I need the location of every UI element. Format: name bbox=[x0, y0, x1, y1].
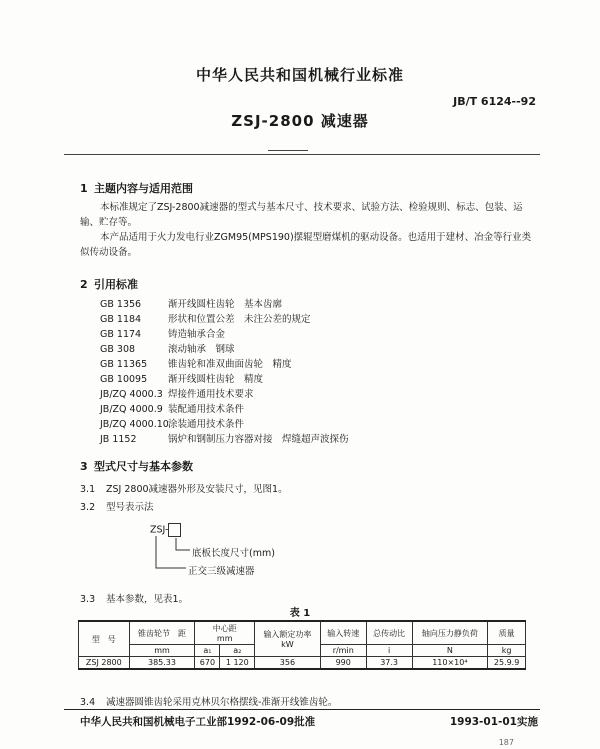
reference-code: JB/ZQ 4000.9 bbox=[100, 404, 163, 415]
reference-name: 锅炉和钢制压力容器对接 焊缝超声波探伤 bbox=[168, 434, 349, 445]
standard-number: JB/T 6124--92 bbox=[453, 95, 536, 108]
reference-code: GB 308 bbox=[100, 344, 136, 355]
header-divider bbox=[64, 154, 540, 155]
clause-3-2 bbox=[80, 499, 154, 513]
reference-name: 形状和位置公差 未注公差的规定 bbox=[168, 314, 311, 325]
cell-a2: 1 120 bbox=[220, 657, 255, 670]
cell-load: 110×10⁴ bbox=[412, 657, 488, 670]
reference-name: 渐开线圆柱齿轮 精度 bbox=[168, 374, 264, 385]
parameter-table bbox=[78, 620, 526, 670]
section-3-heading bbox=[80, 458, 193, 474]
reference-code: JB/ZQ 4000.10 bbox=[100, 419, 169, 430]
reference-code: GB 1184 bbox=[100, 314, 142, 325]
section-number: 1 bbox=[80, 182, 88, 195]
clause-number: 3.2 bbox=[80, 502, 96, 513]
section-title: 型式尺寸与基本参数 bbox=[94, 460, 193, 473]
header-ratio: 总传动比 bbox=[366, 621, 412, 645]
cell-ratio: 37.3 bbox=[366, 657, 412, 670]
reference-name: 滚动轴承 钢球 bbox=[168, 344, 235, 355]
section-title: 主题内容与适用范围 bbox=[94, 182, 193, 195]
reference-code: GB 1174 bbox=[100, 329, 142, 340]
clause-text: 型号表示法 bbox=[106, 502, 154, 513]
reference-item bbox=[100, 387, 349, 402]
approval-text: 中华人民共和国机械电子工业部1992-06-09批准 bbox=[80, 716, 316, 728]
clause-3-3 bbox=[80, 591, 188, 605]
reference-code: JB 1152 bbox=[100, 434, 137, 445]
header-mass: 质量 bbox=[488, 621, 526, 645]
clause-number: 3.4 bbox=[80, 697, 96, 708]
section-number: 3 bbox=[80, 460, 88, 473]
title-underline bbox=[268, 150, 308, 151]
effective-date: 1993-01-01实施 bbox=[449, 716, 538, 728]
table-caption: 表 1 bbox=[289, 608, 311, 619]
header-power-unit: kW bbox=[281, 640, 294, 649]
model-prefix: ZSJ- bbox=[150, 524, 169, 536]
header-speed: 输入转速 bbox=[320, 621, 366, 645]
header-a1: a₁ bbox=[195, 645, 220, 657]
reference-code: GB 11365 bbox=[100, 359, 148, 370]
reference-item bbox=[100, 357, 349, 372]
section-2-heading bbox=[80, 276, 138, 292]
section-1-heading bbox=[80, 180, 193, 196]
reference-item bbox=[100, 417, 349, 432]
section-number: 2 bbox=[80, 278, 88, 291]
unit-speed: r/min bbox=[320, 645, 366, 657]
reference-item bbox=[100, 402, 349, 417]
reference-item bbox=[100, 432, 349, 447]
unit-mass: kg bbox=[488, 645, 526, 657]
unit-load: N bbox=[412, 645, 488, 657]
cell-model: ZSJ 2800 bbox=[79, 657, 130, 670]
length-label: 底板长度尺寸(mm) bbox=[192, 548, 275, 559]
header-load: 轴向压力静负荷 bbox=[412, 621, 488, 645]
reference-name: 焊接件通用技术要求 bbox=[168, 389, 254, 400]
reference-item bbox=[100, 327, 349, 342]
page-number: 187 bbox=[498, 738, 514, 747]
unit-ratio: i bbox=[366, 645, 412, 657]
cell-a1: 670 bbox=[195, 657, 220, 670]
reference-item bbox=[100, 342, 349, 357]
unit-bevel: mm bbox=[129, 645, 195, 657]
cell-bevel: 385.33 bbox=[129, 657, 195, 670]
section-title: 引用标准 bbox=[94, 278, 138, 291]
reference-name: 锥齿轮和准双曲面齿轮 精度 bbox=[168, 359, 292, 370]
header-center-label: 中心距 bbox=[212, 624, 237, 633]
header-center-unit: mm bbox=[216, 634, 233, 643]
header-model: 型 号 bbox=[79, 621, 130, 657]
agency-header: 中华人民共和国机械行业标准 bbox=[195, 66, 404, 84]
paragraph: 本产品适用于火力发电行业ZGM95(MPS190)摆辊型磨煤机的驱动设备。也适用于建材、冶金等行业类似传动设备。 bbox=[80, 232, 532, 258]
reference-code: GB 10095 bbox=[100, 374, 148, 385]
reference-name: 铸造轴承合金 bbox=[168, 329, 226, 340]
paragraph: 本标准规定了ZSJ-2800减速器的型式与基本尺寸、技术要求、试验方法、检验规则、标志、包装、运输、贮存等。 bbox=[80, 202, 523, 228]
reference-name: 装配通用技术条件 bbox=[168, 404, 245, 415]
clause-text: 基本参数，见表1。 bbox=[106, 594, 189, 605]
section-1-body bbox=[80, 200, 540, 260]
clause-text: ZSJ 2800减速器外形及安装尺寸，见图1。 bbox=[106, 484, 288, 495]
footer-divider bbox=[64, 709, 540, 710]
clause-text: 减速器圆锥齿轮采用克林贝尔格摆线-准渐开线锥齿轮。 bbox=[106, 697, 338, 708]
reference-name: 涂装通用技术条件 bbox=[168, 419, 245, 430]
cell-speed: 990 bbox=[320, 657, 366, 670]
reference-name: 渐开线圆柱齿轮 基本齿廓 bbox=[168, 299, 283, 310]
type-label: 正交三级减速器 bbox=[188, 566, 255, 577]
clause-number: 3.1 bbox=[80, 484, 96, 495]
clause-number: 3.3 bbox=[80, 594, 96, 605]
header-bevel: 锥齿轮节 距 bbox=[129, 621, 195, 645]
document-title: ZSJ-2800 减速器 bbox=[231, 112, 369, 130]
reference-list bbox=[100, 297, 349, 447]
reference-item bbox=[100, 372, 349, 387]
header-center bbox=[195, 621, 255, 645]
cell-power: 356 bbox=[255, 657, 321, 670]
header-power bbox=[255, 621, 321, 657]
reference-code: GB 1356 bbox=[100, 299, 142, 310]
header-a2: a₂ bbox=[220, 645, 255, 657]
clause-3-4 bbox=[80, 694, 337, 708]
reference-item bbox=[100, 312, 349, 327]
table-header-row bbox=[79, 621, 526, 645]
reference-code: JB/ZQ 4000.3 bbox=[100, 389, 163, 400]
clause-3-1 bbox=[80, 481, 288, 495]
table-row bbox=[79, 657, 526, 670]
cell-mass: 25.9.9 bbox=[488, 657, 526, 670]
reference-item bbox=[100, 297, 349, 312]
header-power-label: 输入额定功率 bbox=[263, 630, 312, 639]
